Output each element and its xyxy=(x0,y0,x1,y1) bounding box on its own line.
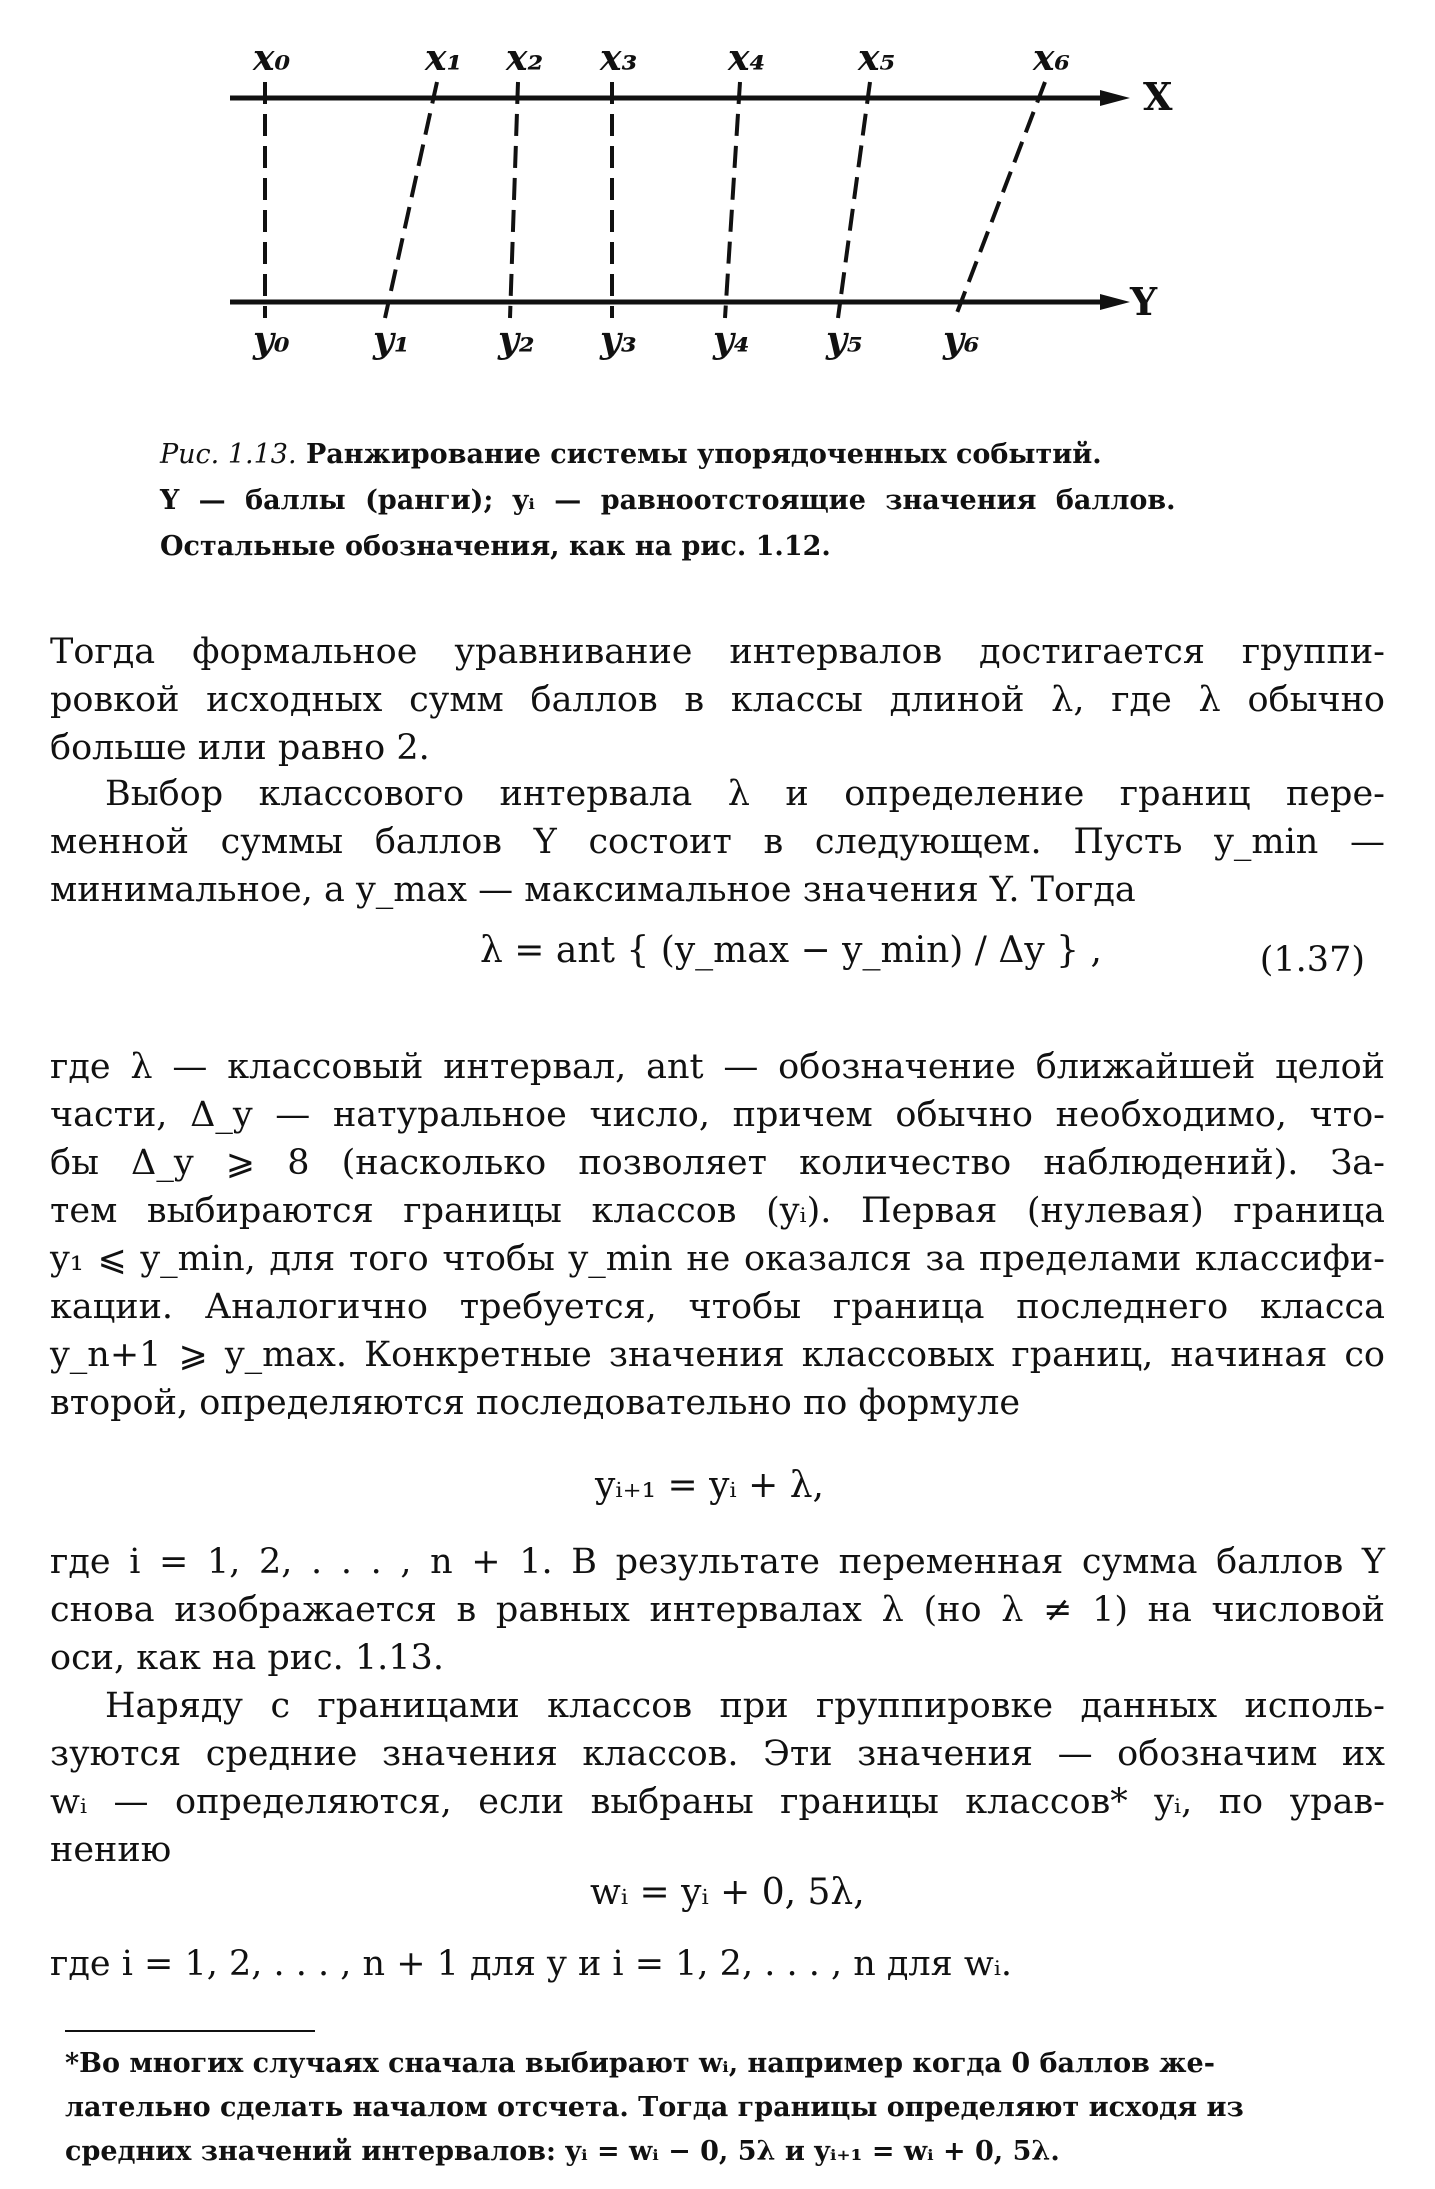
x-tick-label: x₃ xyxy=(600,37,638,79)
x-tick-label: x₆ xyxy=(1033,37,1071,79)
text-line: Тогда формальное уравнивание интервалов достигается группи- xyxy=(50,632,1385,672)
x-tick-label: x₂ xyxy=(506,37,544,79)
equation-3: wᵢ = yᵢ + 0, 5λ, xyxy=(590,1872,865,1913)
ranking-figure xyxy=(0,0,1435,420)
text-line: где λ — классовый интервал, ant — обозначение ближайшей целой xyxy=(50,1047,1385,1087)
x-axis-arrow xyxy=(1100,90,1130,106)
text-line: wᵢ — определяются, если выбраны границы классов* yᵢ, по урав- xyxy=(50,1782,1385,1822)
connector-line xyxy=(725,82,740,318)
connector-line xyxy=(510,82,518,318)
y-tick-label: y₅ xyxy=(826,319,863,361)
paragraph-4 xyxy=(50,1538,1385,1682)
text-line: части, Δ_y — натуральное число, причем обычно необходимо, что- xyxy=(50,1095,1385,1135)
text-line: менной суммы баллов Y состоит в следующем. Пусть y_min — xyxy=(50,822,1385,862)
text-line: снова изображается в равных интервалах λ (но λ ≠ 1) на числовой xyxy=(50,1590,1385,1630)
caption-line-1: Ранжирование системы упорядоченных событий. xyxy=(305,439,1102,470)
text-line: Наряду с границами классов при группировке данных исполь- xyxy=(105,1686,1385,1726)
text-line: тем выбираются границы классов (yᵢ). Первая (нулевая) граница xyxy=(50,1191,1385,1231)
footnote-line: *Во многих случаях сначала выбирают wᵢ, например когда 0 баллов же- xyxy=(65,2048,1215,2079)
equation-1-37 xyxy=(480,930,1102,971)
x-tick-label: x₅ xyxy=(858,37,896,79)
paragraph-3 xyxy=(50,1043,1385,1427)
footnote-line: лательно сделать началом отсчета. Тогда границы определяют исходя из xyxy=(65,2092,1244,2123)
y-tick-label: y₄ xyxy=(713,319,750,361)
text-line: Выбор классового интервала λ и определение границ пере- xyxy=(105,774,1385,814)
y-tick-label: y₀ xyxy=(253,319,290,361)
text-line: ровкой исходных сумм баллов в классы длиной λ, где λ обычно xyxy=(50,680,1385,720)
text-line: y_n+1 ⩾ y_max. Конкретные значения классовых границ, начиная со xyxy=(50,1335,1385,1375)
text-line: минимальное, а y_max — максимальное значения Y. Тогда xyxy=(50,870,1136,910)
paragraph-6 xyxy=(50,1940,1385,1988)
footnote-divider xyxy=(65,2030,315,2032)
y-axis-arrow xyxy=(1100,294,1130,310)
connector-line xyxy=(955,82,1045,318)
x-tick-label: x₁ xyxy=(425,37,463,79)
y-axis-label: Y xyxy=(1130,279,1158,324)
paragraph-1 xyxy=(50,628,1385,772)
paragraph-2 xyxy=(50,770,1385,914)
text-line: где i = 1, 2, . . . , n + 1 для y и i = 1, 2, . . . , n для wᵢ. xyxy=(50,1944,1012,1984)
footnote xyxy=(65,2042,1385,2174)
paragraph-5 xyxy=(50,1682,1385,1874)
x-tick-label: x₀ xyxy=(253,37,291,79)
connector-line xyxy=(838,82,870,318)
caption-line-3: Остальные обозначения, как на рис. 1.12. xyxy=(160,531,831,562)
text-line: y₁ ⩽ y_min, для того чтобы y_min не оказался за пределами классифи- xyxy=(50,1239,1385,1279)
y-tick-label: y₆ xyxy=(943,319,980,361)
footnote-line: средних значений интервалов: yᵢ = wᵢ − 0, 5λ и yᵢ₊₁ = wᵢ + 0, 5λ. xyxy=(65,2136,1060,2167)
figure-number: Рис. 1.13. xyxy=(160,439,297,470)
text-line: больше или равно 2. xyxy=(50,728,430,768)
caption-line-2: Y — баллы (ранги); yᵢ — равноотстоящие значения баллов. xyxy=(160,485,1176,516)
equation-text: λ = ant { (y_max − y_min) / Δy } , xyxy=(480,930,1102,971)
x-tick-label: x₄ xyxy=(728,37,766,79)
y-tick-label: y₁ xyxy=(373,319,410,361)
text-line: нению xyxy=(50,1830,172,1870)
text-line: кации. Аналогично требуется, чтобы граница последнего класса xyxy=(50,1287,1385,1327)
connector-line xyxy=(385,82,437,318)
x-axis-label: X xyxy=(1143,74,1173,119)
equation-number: (1.37) xyxy=(1259,940,1365,980)
text-line: где i = 1, 2, . . . , n + 1. В результате переменная сумма баллов Y xyxy=(50,1542,1385,1582)
y-tick-label: y₂ xyxy=(498,319,535,361)
text-line: бы Δ_y ⩾ 8 (насколько позволяет количество наблюдений). За- xyxy=(50,1143,1385,1183)
y-tick-label: y₃ xyxy=(600,319,637,361)
text-line: зуются средние значения классов. Эти значения — обозначим их xyxy=(50,1734,1385,1774)
equation-2: yᵢ₊₁ = yᵢ + λ, xyxy=(595,1465,824,1506)
text-line: оси, как на рис. 1.13. xyxy=(50,1638,444,1678)
text-line: второй, определяются последовательно по формуле xyxy=(50,1383,1021,1423)
figure-caption xyxy=(160,432,1240,570)
